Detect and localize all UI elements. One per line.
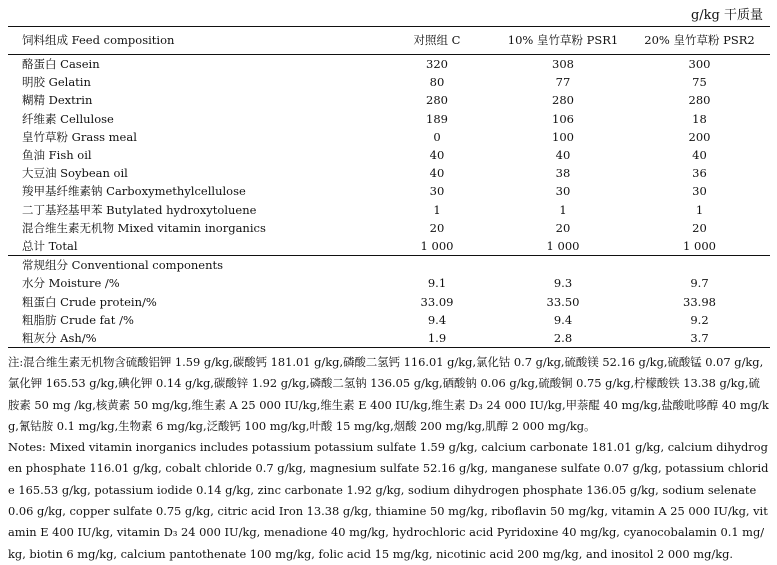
cell-psr2: 40 xyxy=(692,148,707,163)
table-notes xyxy=(8,352,770,565)
cell-control: 189 xyxy=(426,111,448,126)
cell-control: 30 xyxy=(429,184,445,199)
cell-control: 320 xyxy=(426,57,448,71)
table-row xyxy=(8,311,770,329)
cell-psr1: 77 xyxy=(555,75,571,90)
cell-psr2: 200 xyxy=(688,129,711,144)
conventional-components-header: 常规组分 Conventional components xyxy=(22,258,224,273)
table-row xyxy=(8,182,770,200)
row-label: 明胶 Gelatin xyxy=(22,75,91,90)
row-label: 大豆油 Soybean oil xyxy=(22,166,128,181)
feed-composition-table xyxy=(8,26,770,348)
cell-psr2: 75 xyxy=(692,75,707,90)
cell-psr2: 9.7 xyxy=(690,276,709,291)
cell-control: 0 xyxy=(433,129,441,144)
table-row xyxy=(8,146,770,164)
cell-psr1: 308 xyxy=(552,57,574,71)
table-row xyxy=(8,110,770,128)
row-label: 酪蛋白 Casein xyxy=(22,57,100,71)
cell-control: 9.4 xyxy=(427,312,447,327)
cell-psr1: 280 xyxy=(552,93,574,108)
cell-control: 1 000 xyxy=(377,237,497,256)
cell-psr2: 36 xyxy=(692,166,707,181)
cell-psr1: 30 xyxy=(555,184,571,199)
cell-psr1: 38 xyxy=(555,166,571,181)
cell-control: 33.09 xyxy=(420,294,454,309)
cell-psr2: 1 xyxy=(695,202,704,217)
row-label: 总计 Total xyxy=(8,237,377,256)
table-row xyxy=(8,55,770,74)
cell-control: 40 xyxy=(429,148,445,163)
cell-control: 40 xyxy=(429,166,445,181)
table-header-row xyxy=(8,27,770,55)
cell-psr2: 9.2 xyxy=(690,312,709,327)
cell-psr2: 20 xyxy=(692,220,707,235)
cell-psr1: 1 000 xyxy=(497,237,629,256)
table-row xyxy=(8,274,770,292)
cell-psr2: 30 xyxy=(692,184,707,199)
cell-control: 280 xyxy=(426,93,448,108)
cell-psr1: 100 xyxy=(552,129,574,144)
row-label: 羧甲基纤维素钠 Carboxymethylcellulose xyxy=(22,184,246,199)
row-label: 纤维素 Cellulose xyxy=(22,111,114,126)
table-row xyxy=(8,201,770,219)
row-label: 糊精 Dextrin xyxy=(22,93,93,108)
cell-psr1: 9.3 xyxy=(553,276,573,291)
column-header-control: 对照组 C xyxy=(377,27,497,55)
table-row xyxy=(8,329,770,348)
cell-psr1: 33.50 xyxy=(546,294,580,309)
table-row xyxy=(8,293,770,311)
cell-control: 20 xyxy=(429,220,445,235)
cell-psr2: 18 xyxy=(692,111,707,126)
row-label: 粗灰分 Ash/% xyxy=(8,329,377,348)
cell-control: 1 xyxy=(433,202,441,217)
row-label: 粗蛋白 Crude protein/% xyxy=(22,294,157,309)
cell-psr1: 2.8 xyxy=(497,329,629,348)
cell-control: 1.9 xyxy=(377,329,497,348)
note-chinese: 注:混合维生素无机物含硫酸铝钾 1.59 g/kg,碳酸钙 181.01 g/kg,磷酸二氢钙 116.01 g/kg,氯化钴 0.7 g/kg,硫酸镁 52.16 g/kg,硫酸锰 0.07 g/kg,氯化钾 165.53 g/kg,碘化钾 0.14 g/kg,碳酸锌 1.92 g/kg,磷酸二氢钠 136.05 g/kg,硒酸钠 0.06 g/kg,硫酸铜 0.75 g/kg,柠檬酸铁 13.38 g/kg,硫胺素 50 mg /kg,核黄素 50 mg/kg,维生素 A 25 000 IU/kg,维生素 E 400 IU/kg,维生素 D₃ 24 000 IU/kg,甲萘醌 40 mg/kg,盐酸吡哆醇 40 mg/kg,氰钴胺 0.1 mg/kg,生物素 6 mg/kg,泛酸钙 100 mg/kg,叶酸 15 mg/kg,烟酸 200 mg/kg,肌醇 2 000 mg/kg。 xyxy=(8,355,769,433)
row-label: 混合维生素无机物 Mixed vitamin inorganics xyxy=(22,220,266,235)
cell-psr1: 1 xyxy=(559,202,567,217)
table-row xyxy=(8,219,770,237)
unit-label: g/kg 干质量 xyxy=(690,8,763,23)
table-row xyxy=(8,73,770,91)
table-row xyxy=(8,128,770,146)
row-label: 水分 Moisture /% xyxy=(22,276,120,291)
cell-psr2: 300 xyxy=(688,57,711,71)
row-label: 二丁基羟基甲苯 Butylated hydroxytoluene xyxy=(22,202,257,217)
column-header-feed-composition: 饲料组成 Feed composition xyxy=(8,27,377,55)
cell-psr1: 9.4 xyxy=(553,312,573,327)
cell-psr2: 1 000 xyxy=(629,237,770,256)
row-label: 皇竹草粉 Grass meal xyxy=(22,129,137,144)
total-row xyxy=(8,237,770,256)
note-english: Notes: Mixed vitamin inorganics includes potassium potassium sulfate 1.59 g/kg, calcium carbonate 181.01 g/kg, calcium dihydrogen phosphate 116.01 g/kg, cobalt chloride 0.7 g/kg, magnesium sulfate 52.16 g/kg, manganese sulfate 0.07 g/kg, potassium chloride 165.53 g/kg, potassium iodide 0.14 g/kg, zinc carbonate 1.92 g/kg, sodium dihydrogen phosphate 136.05 g/kg, sodium selenate 0.06 g/kg, copper sulfate 0.75 g/kg, citric acid Iron 13.38 g/kg, thiamine 50 mg/kg, riboflavin 50 mg/kg, vitamin A 25 000 IU/kg, vitamin E 400 IU/kg, vitamin D₃ 24 000 IU/kg, menadione 40 mg/kg, hydrochloric acid Pyridoxine 40 mg/kg, cyanocobalamin 0.1 mg/kg, biotin 6 mg/kg, calcium pantothenate 100 mg/kg, folic acid 15 mg/kg, nicotinic acid 200 mg/kg, and inositol 2 000 mg/kg. xyxy=(8,440,769,561)
cell-psr1: 106 xyxy=(552,111,574,126)
column-header-psr1: 10% 皇竹草粉 PSR1 xyxy=(497,27,629,55)
column-header-psr2: 20% 皇竹草粉 PSR2 xyxy=(629,27,770,55)
cell-psr2: 280 xyxy=(688,93,711,108)
row-label: 鱼油 Fish oil xyxy=(22,148,92,163)
cell-psr2: 33.98 xyxy=(683,294,716,309)
cell-control: 80 xyxy=(429,75,445,90)
table-row xyxy=(8,164,770,182)
cell-psr1: 40 xyxy=(555,148,571,163)
section-header-row xyxy=(8,256,770,275)
cell-psr1: 20 xyxy=(555,220,571,235)
row-label: 粗脂肪 Crude fat /% xyxy=(22,312,134,327)
cell-control: 9.1 xyxy=(427,276,447,291)
table-row xyxy=(8,91,770,109)
cell-psr2: 3.7 xyxy=(629,329,770,348)
